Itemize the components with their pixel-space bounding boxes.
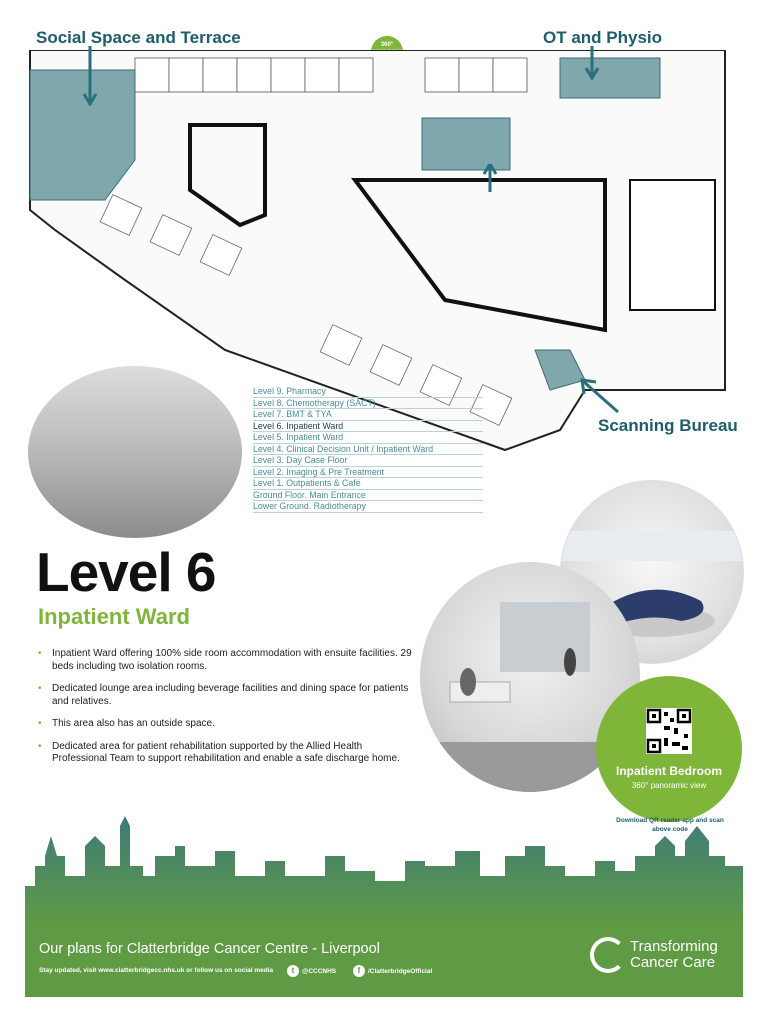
- callout-social-space: Social Space and Terrace: [36, 28, 241, 47]
- footer-title: Our plans for Clatterbridge Cancer Centre - Liverpool: [39, 941, 380, 957]
- arrow-ot: [582, 46, 602, 80]
- qr-code[interactable]: [646, 708, 692, 754]
- arrow-social: [80, 46, 100, 106]
- level-item: Lower Ground. Radiotherapy: [253, 501, 483, 513]
- arrow-scanning: [580, 378, 620, 414]
- list-item: • Inpatient Ward offering 100% side room accommodation with ensuite facilities. 29 beds including two isolation rooms.: [38, 648, 418, 673]
- qr-instruction: Download QR reader app and scan above code: [616, 817, 724, 833]
- level-item: Level 3. Day Case Floor: [253, 455, 483, 467]
- facebook-icon: f: [353, 965, 365, 977]
- level-item: Level 1. Outpatients & Café: [253, 478, 483, 490]
- level-item: Level 6. Inpatient Ward: [253, 421, 483, 433]
- brand-line-2: Cancer Care: [630, 954, 716, 971]
- qr-subtitle: 360° panoramic view: [631, 781, 707, 790]
- footer-subtext: Stay updated, visit www.clatterbridgecc.nhs.uk or follow us on social media: [39, 967, 274, 974]
- page-subtitle: Inpatient Ward: [38, 604, 190, 629]
- twitter-icon: t: [287, 965, 299, 977]
- arrow-isolation: [480, 164, 500, 192]
- qr-title: Inpatient Bedroom: [615, 764, 722, 778]
- callout-ot-physio: OT and Physio: [543, 28, 663, 47]
- feature-list: [38, 648, 418, 776]
- level-item: Level 9. Pharmacy: [253, 386, 483, 398]
- list-item: • Dedicated area for patient rehabilitation supported by the Allied Health Professional Team to support rehabilitation and enable a safe discharge home.: [38, 741, 418, 766]
- level-item: Level 2. Imaging & Pre Treatment: [253, 467, 483, 479]
- brand-line-1: Transforming: [630, 938, 718, 955]
- facebook-link[interactable]: [353, 965, 432, 977]
- twitter-link[interactable]: [287, 965, 336, 977]
- brand-logo-icon: [590, 937, 626, 973]
- twitter-handle: @CCCNHS: [302, 967, 337, 975]
- level-item: Level 7. BMT & TYA: [253, 409, 483, 421]
- callout-scanning-bureau: Scanning Bureau: [598, 416, 738, 435]
- level-list: [253, 386, 483, 513]
- level-item: Level 4. Clinical Decision Unit / Inpatient Ward: [253, 444, 483, 456]
- level-item: Ground Floor. Main Entrance: [253, 490, 483, 502]
- building-photo: [28, 366, 242, 538]
- footer-bar: [25, 925, 743, 997]
- list-item: • This area also has an outside space.: [38, 718, 418, 731]
- page-title: Level 6: [36, 541, 216, 603]
- list-item: • Dedicated lounge area including beverage facilities and dining space for patients and relatives.: [38, 683, 418, 708]
- level-item: Level 8. Chemotherapy (SACT): [253, 398, 483, 410]
- liverpool-skyline: [25, 806, 743, 926]
- brand-logo-group: [590, 937, 718, 973]
- level-item: Level 5. Inpatient Ward: [253, 432, 483, 444]
- facebook-handle: /ClatterbridgeOfficial: [368, 967, 433, 975]
- badge-360: 360°: [371, 36, 403, 68]
